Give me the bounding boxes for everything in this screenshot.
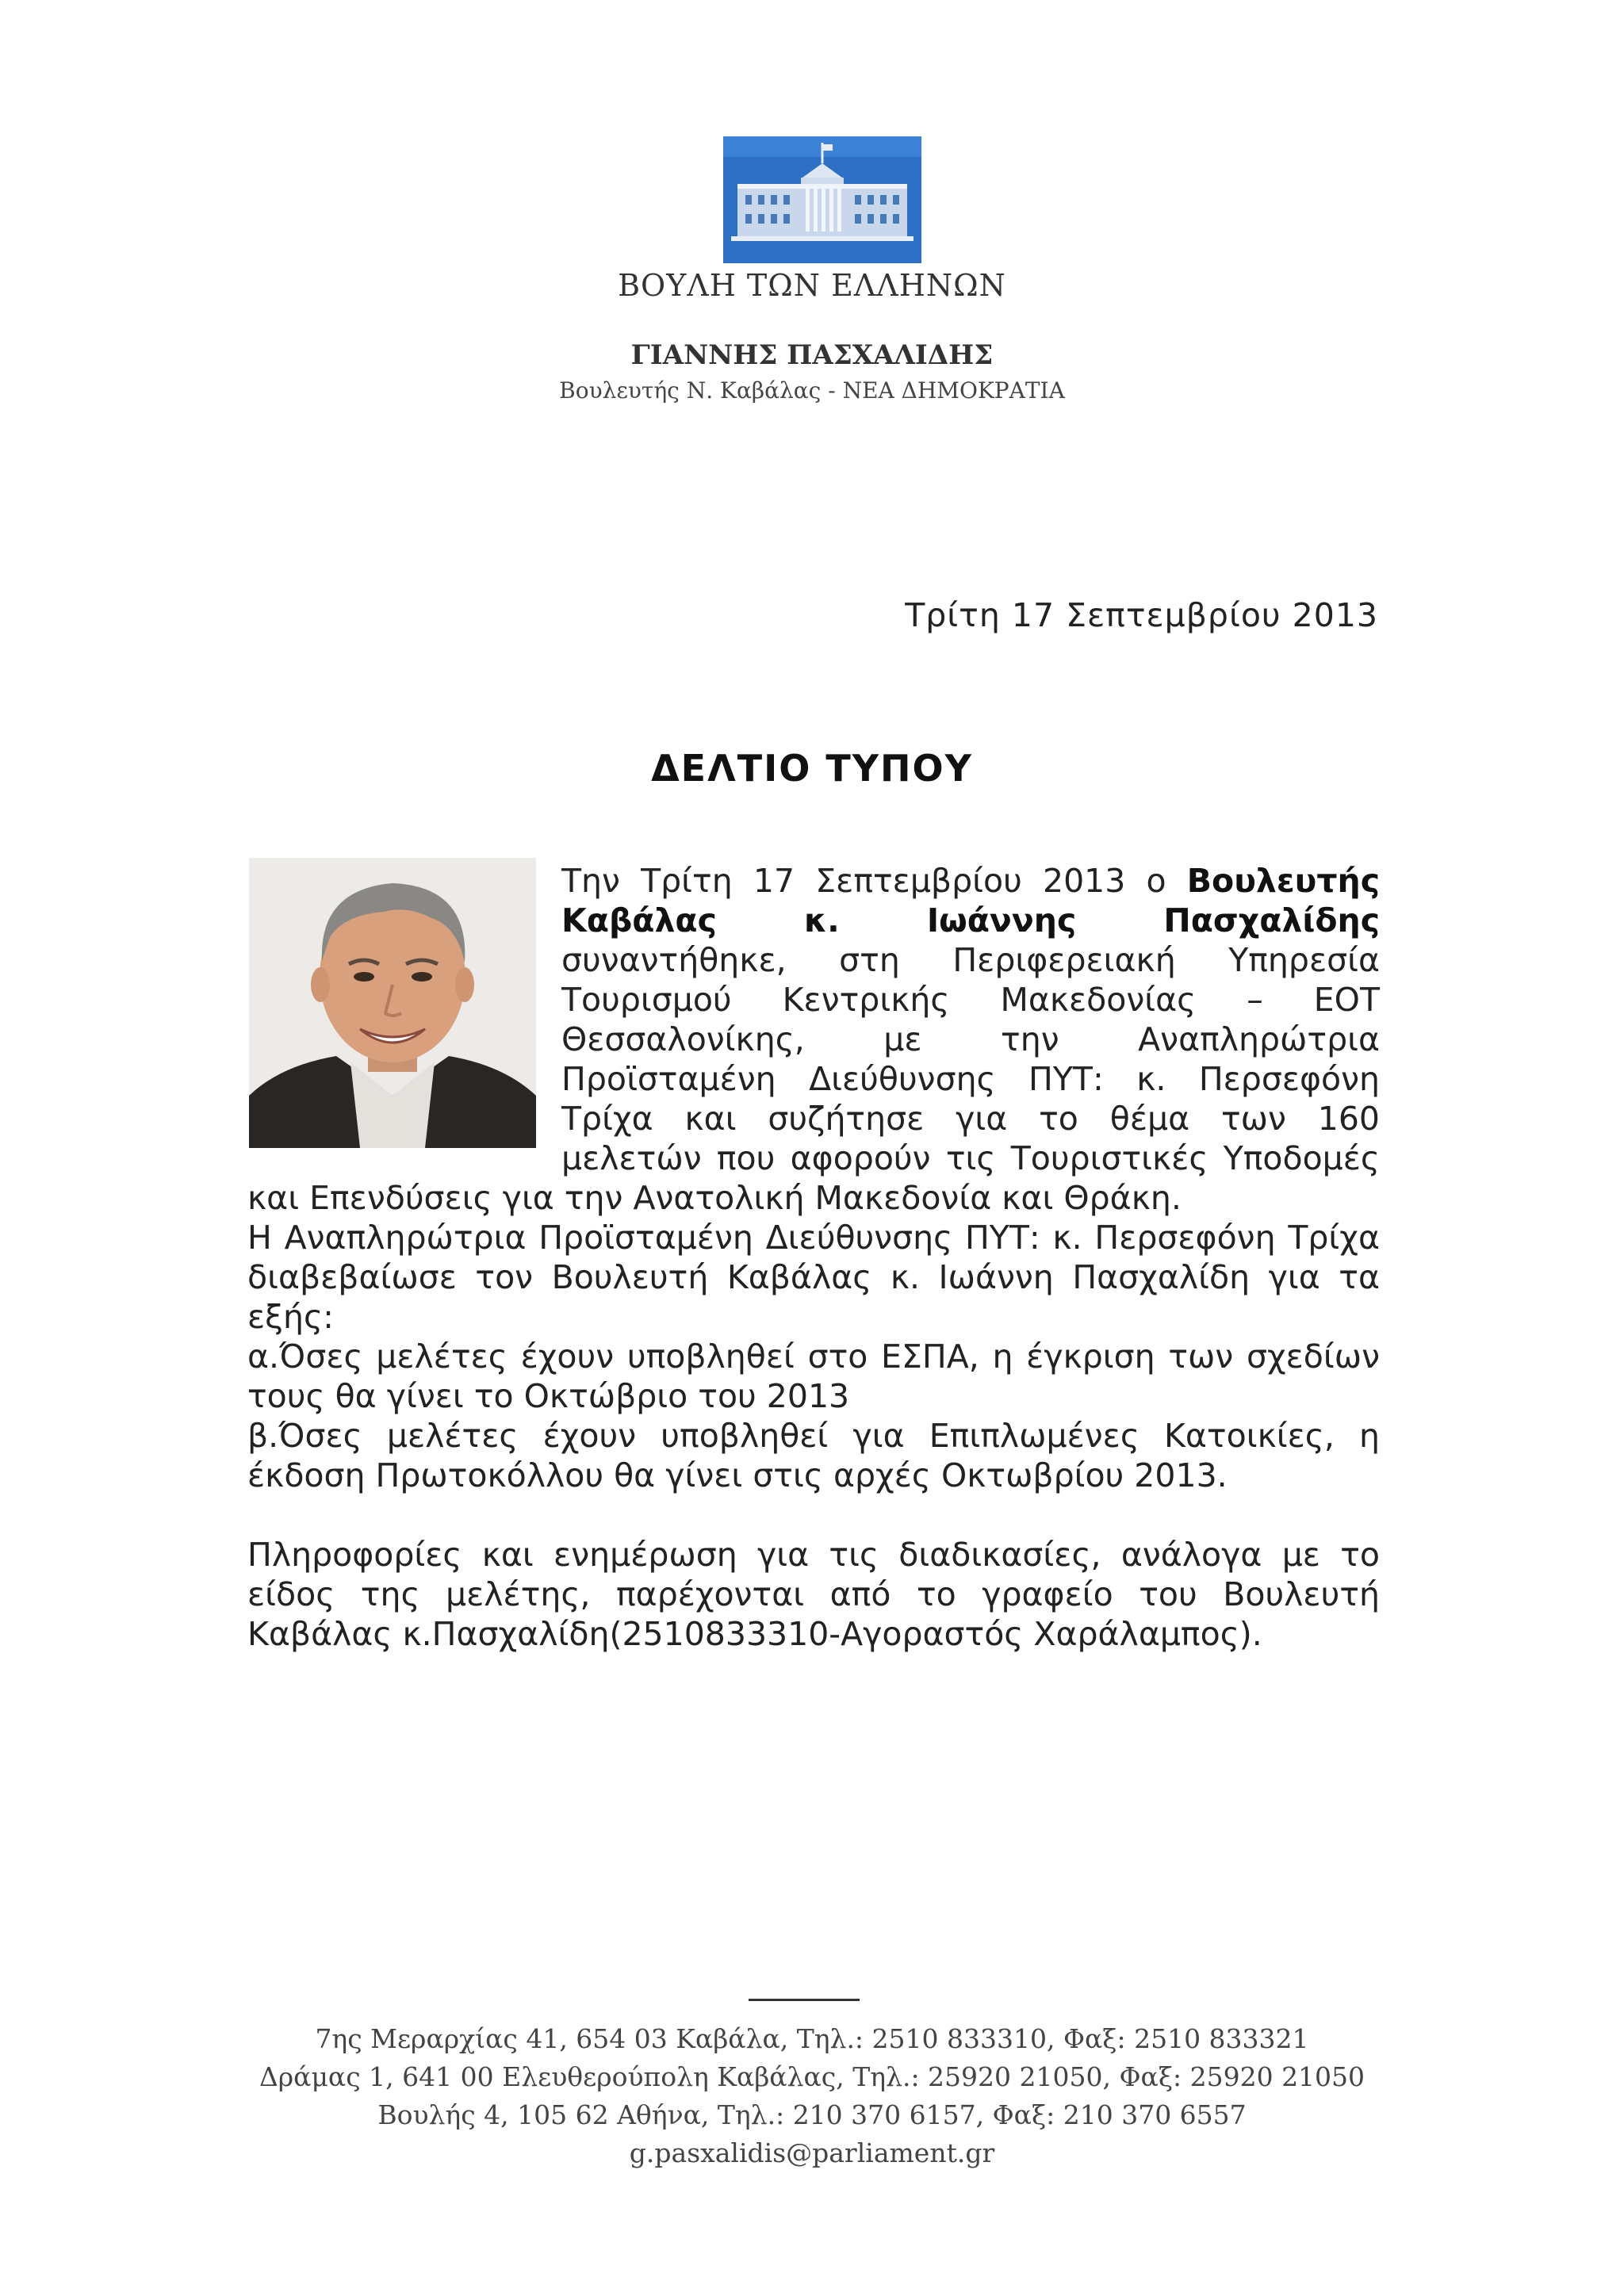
mp-role: Βουλευτής Ν. Καβάλας - ΝΕΑ ΔΗΜΟΚΡΑΤΙΑ: [559, 377, 1065, 404]
mp-name: ΓΙΑΝΝΗΣ ΠΑΣΧΑΛΙΔΗΣ: [630, 339, 994, 371]
paragraph-assurance: Η Αναπληρώτρια Προϊσταμένη Διεύθυνσης ΠΥΤ: κ. Περσεφόνη Τρίχα διαβεβαίωσε τον Βουλευτή Καβάλας κ. Ιωάννη Πασχαλίδη για τα εξής:: [247, 1219, 1380, 1336]
footer-divider: [749, 1999, 860, 2001]
parliament-logo: [723, 136, 921, 263]
paragraph-item-a: α.Όσες μελέτες έχουν υποβληθεί στο ΕΣΠΑ, η έγκριση των σχεδίων τους θα γίνει το Οκτώβριο του 2013: [247, 1337, 1380, 1415]
paragraph-meeting-intro: Την Τρίτη 17 Σεπτεμβρίου 2013 ο: [561, 862, 1187, 900]
paragraph-item-b: β.Όσες μελέτες έχουν υποβληθεί για Επιπλωμένες Κατοικίες, η έκδοση Πρωτοκόλλου θα γίνει στις αρχές Οκτωβρίου 2013.: [247, 1417, 1380, 1494]
footer-address-kavala: 7ης Μεραρχίας 41, 654 03 Καβάλα, Τηλ.: 2510 833310, Φαξ: 2510 833321: [315, 2023, 1309, 2054]
press-release-body: [247, 861, 1380, 1654]
document-title: ΔΕΛΤΙΟ ΤΥΠΟΥ: [651, 747, 973, 790]
paragraph-spacer: [247, 1495, 1380, 1535]
footer-address-eleftheroupoli: Δράμας 1, 641 00 Ελευθερούπολη Καβάλας, Τηλ.: 25920 21050, Φαξ: 25920 21050: [259, 2061, 1365, 2092]
footer-contact: [0, 2020, 1624, 2172]
parliament-name: ΒΟΥΛΗ ΤΩΝ ΕΛΛΗΝΩΝ: [618, 268, 1006, 303]
footer-email: g.pasxalidis@parliament.gr: [629, 2137, 995, 2168]
footer-address-athens: Βουλής 4, 105 62 Αθήνα, Τηλ.: 210 370 6157, Φαξ: 210 370 6557: [377, 2099, 1247, 2130]
photo-float-space: [247, 861, 561, 1178]
paragraph-information: Πληροφορίες και ενημέρωση για τις διαδικασίες, ανάλογα με το είδος της μελέτης, παρέχονται από το γραφείο του Βουλευτή Καβάλας κ.Πασχαλίδη(2510833310-Αγοραστός Χαράλαμπος).: [247, 1536, 1380, 1653]
paragraph-meeting-rest: συναντήθηκε, στη Περιφερειακή Υπηρεσία Τουρισμού Κεντρικής Μακεδονίας – ΕΟΤ Θεσσαλονίκης, με την Αναπληρώτρια Προϊσταμένη Διεύθυνσης ΠΥΤ: κ. Περσεφόνη Τρίχα και συζήτησε για το θέμα των 160 μελετών που αφορούν τις Τουριστικές Υποδομές και Επενδύσεις για την Ανατολική Μακεδονία και Θράκη.: [247, 941, 1380, 1217]
mp-bold-name: Βουλευτής Καβάλας κ. Ιωάννης Πασχαλίδης: [561, 862, 1380, 939]
document-date: Τρίτη 17 Σεπτεμβρίου 2013: [905, 596, 1378, 634]
